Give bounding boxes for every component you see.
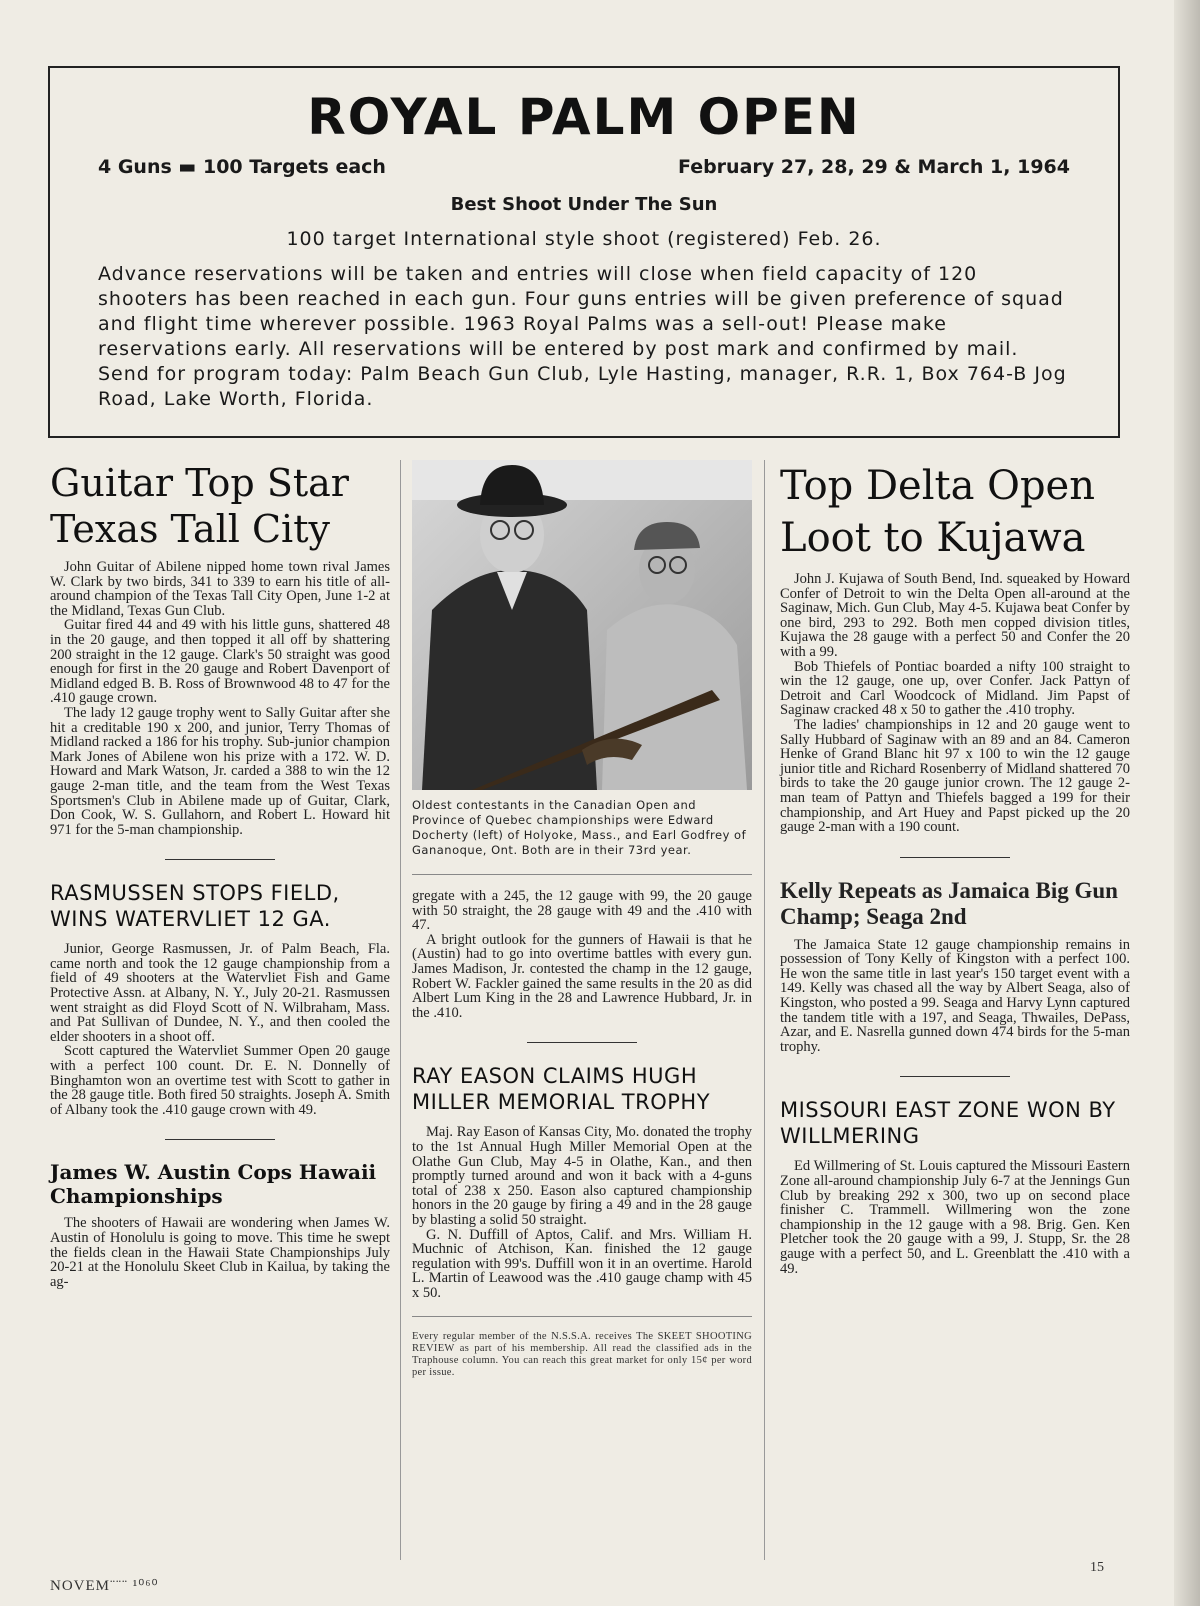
- article-paragraph: Maj. Ray Eason of Kansas City, Mo. donated the trophy to the 1st Annual Hugh Miller Memorial Open at the Olathe Gun Club, May 4-5 in Olathe, Kan., and then promptly turned around and won it back with a 4-guns total of 238 x 250. Eason also captured championship honors in the 20 gauge by firing a 49 and in the 28 gauge by blasting a solid 50 straight.: [412, 1124, 752, 1228]
- photo-oldest-contestants: [412, 460, 752, 790]
- divider: [165, 1139, 275, 1140]
- headline-guitar-top-star: Guitar Top Star Texas Tall City: [50, 461, 349, 551]
- ad-guns-targets: 4 Guns ▬ 100 Targets each: [98, 156, 386, 178]
- divider: [900, 1076, 1010, 1077]
- royal-palm-ad: [48, 66, 1120, 438]
- ad-dates: February 27, 28, 29 & March 1, 1964: [677, 156, 1070, 178]
- column-rule-2: [764, 460, 765, 1560]
- photo-caption: Oldest contestants in the Canadian Open and Province of Quebec championships were Edward Docherty (left) of Holyoke, Mass., and Earl Godfrey of Gananoque, Ont. Both are in their 73rd year.: [412, 798, 747, 857]
- article-paragraph: G. N. Duffill of Aptos, Calif. and Mrs. William H. Muchnic of Atchison, Kan. finished the 12 gauge regulation with 99's. Duffill won it in an overtime. Harold L. Martin of Leawood was the .410 gauge champ with 45 x 50.: [412, 1226, 752, 1301]
- headline-eason: RAY EASON CLAIMS HUGH MILLER MEMORIAL TROPHY: [412, 1064, 711, 1115]
- article-paragraph: Guitar fired 44 and 49 with his little guns, shattered 48 in the 20 gauge, and then topped it all off by shattering 200 straight in the 12 gauge. Clark's 50 straight was good enough for first in the 20 gauge and Robert Davenport of Midland edged B. B. Ross of Brownwood 48 to 47 for the .410 gauge crown.: [50, 617, 390, 707]
- article-paragraph: Ed Willmering of St. Louis captured the Missouri Eastern Zone all-around championship July 6-7 at the Jennings Gun Club by breaking 292 x 300, two up on second place finisher C. Trammell. Willmering won the zone championship in the 12 gauge with a 98. Brig. Gen. Ken Pletcher took the 20 gauge with a 99, J. Stupp, Sr. the 28 gauge with a perfect 50, and L. Greenblatt the .410 with a 49.: [780, 1158, 1130, 1277]
- headline-willmering: MISSOURI EAST ZONE WON BY WILLMERING: [780, 1098, 1116, 1149]
- article-paragraph: Junior, George Rasmussen, Jr. of Palm Beach, Fla. came north and took the 12 gauge championship from a field of 49 shooters at the Watervliet Fish and Game Protective Assn. at Albany, N. Y., July 20-21. Rasmussen went straight as did Floyd Scott of N. Wilbraham, Mass. and Pat Sullivan of Dundee, N. Y., and then cooled the elder shooters in a shoot off.: [50, 941, 390, 1045]
- article-paragraph: The lady 12 gauge trophy went to Sally Guitar after she hit a creditable 190 x 200, and junior, Terry Thomas of Midland racked a 186 for his trophy. Sub-junior champion Mark Jones of Abilene won his prize with a 172. W. D. Howard and Mark Watson, Jr. carded a 388 to win the 12 gauge 2-man title, and the team from the West Texas Sportsmen's Club in Abilene made up of Guitar, Clark, Don Cook, W. S. Gullahorn, and Robert L. Howard hit 971 for the 5-man championship.: [50, 704, 390, 838]
- headline-rasmussen: RASMUSSEN STOPS FIELD, WINS WATERVLIET 12 GA.: [50, 881, 340, 932]
- article-paragraph: The shooters of Hawaii are wondering when James W. Austin of Honolulu is going to move. This time he swept the fields clean in the Hawaii State Championships July 20-21 at the Honolulu Skeet Club in Kailua, by taking the ag-: [50, 1215, 390, 1290]
- footer-month: NOVEM¨¨¨ ¹⁰⁶⁰: [50, 1578, 159, 1594]
- divider: [900, 857, 1010, 858]
- ad-subtitle: Best Shoot Under The Sun: [450, 194, 718, 215]
- column-2: [412, 460, 752, 1379]
- article-paragraph: gregate with a 245, the 12 gauge with 99, the 20 gauge with 50 straight, the 28 gauge with 49 and the .410 with 47.: [412, 888, 752, 934]
- ad-body-text: Advance reservations will be taken and entries will close when field capacity of 120 shooters has been reached in each gun. Four guns entries will be given preference of squad and flight time wherever possible. 1963 Royal Palms was a sell-out! Please make reservations early. All reservations will be entered by post mark and confirmed by mail. Send for program today: Palm Beach Gun Club, Lyle Hasting, manager, R.R. 1, Box 764-B Jog Road, Lake Worth, Florida.: [98, 263, 1067, 410]
- article-paragraph: A bright outlook for the gunners of Hawaii is that he (Austin) had to go into overtime battles with every gun. James Madison, Jr. contested the champ in the 12 gauge, Robert W. Fackler gained the same results in the 20 as did Albert Lum King in the 28 and Lawrence Hubbard, Jr. in the .410.: [412, 931, 752, 1021]
- article-paragraph: John Guitar of Abilene nipped home town rival James W. Clark by two birds, 341 to 339 to earn his title of all-around champion of the Texas Tall City Open, June 1-2 at the Midland, Texas Gun Club.: [50, 559, 390, 619]
- ad-title: ROYAL PALM OPEN: [307, 88, 861, 146]
- column-3: [780, 460, 1130, 1276]
- article-paragraph: Bob Thiefels of Pontiac boarded a nifty 100 straight to win the 12 gauge, one up, over Confer. Jack Pattyn of Detroit and Carl Woodcock of Midland. Jim Papst of Saginaw cracked 48 x 50 to gather the .410 trophy.: [780, 658, 1130, 719]
- column-rule-1: [400, 460, 401, 1560]
- divider: [412, 1316, 752, 1317]
- headline-kujawa: Top Delta Open Loot to Kujawa: [780, 463, 1095, 561]
- article-paragraph: John J. Kujawa of South Bend, Ind. squeaked by Howard Confer of Detroit to win the Delta Open all-around at the Saginaw, Mich. Gun Club, May 4-5. Kujawa beat Confer by one bird, 293 to 292. Both men copped division titles, Kujawa the 28 gauge with a perfect 50 and Confer the 20 with a 99.: [780, 571, 1130, 660]
- divider: [412, 874, 752, 875]
- column-1: [50, 460, 390, 1289]
- divider: [165, 859, 275, 860]
- article-paragraph: The Jamaica State 12 gauge championship remains in possession of Tony Kelly of Kingston with a perfect 100. He won the same title in last year's 150 target event with a 149. Kelly was chased all the way by Albert Seaga, also of Kingston, who posted a 99. Seaga and Harvy Lynn captured the tandem title with a 197, and Seaga, Thwailes, DePass, Azar, and E. Nasrella gunned down 474 birds for the 5-man trophy.: [780, 936, 1130, 1055]
- article-paragraph: The ladies' championships in 12 and 20 gauge went to Sally Hubbard of Saginaw with an 89 and an 84. Cameron Henke of Grand Blanc hit 97 x 100 to win the 12 gauge junior title and Richard Rosenberry of Midland shattered 70 birds to take the 20 gauge junior crown. The 12 gauge 2-man team of Pattyn and Thiefels bagged a 199 for their championship, and Art Huey and Papst picked up the 20 gauge 2-man with a 190 count.: [780, 716, 1130, 836]
- membership-notice: Every regular member of the N.S.S.A. receives The SKEET SHOOTING REVIEW as part of his membership. All read the classified ads in the Traphouse column. You can reach this great market for only 15¢ per word per issue.: [412, 1331, 752, 1379]
- photo-illustration: [412, 460, 752, 790]
- headline-austin-hawaii: James W. Austin Cops Hawaii Championships: [50, 1160, 377, 1209]
- page-edge-shadow: [1174, 0, 1200, 1606]
- ad-international-line: 100 target International style shoot (registered) Feb. 26.: [286, 228, 882, 250]
- headline-kelly-jamaica: Kelly Repeats as Jamaica Big Gun Champ; Seaga 2nd: [780, 877, 1118, 929]
- article-paragraph: Scott captured the Watervliet Summer Open 20 gauge with a perfect 100 count. Dr. E. N. Donnelly of Binghamton won an overtime test with Scott to gather in the 28 gauge title. Both fired 50 straights. Joseph A. Smith of Albany took the .410 gauge crown with 49.: [50, 1043, 390, 1118]
- page-number: 15: [1090, 1560, 1104, 1575]
- divider: [527, 1042, 637, 1043]
